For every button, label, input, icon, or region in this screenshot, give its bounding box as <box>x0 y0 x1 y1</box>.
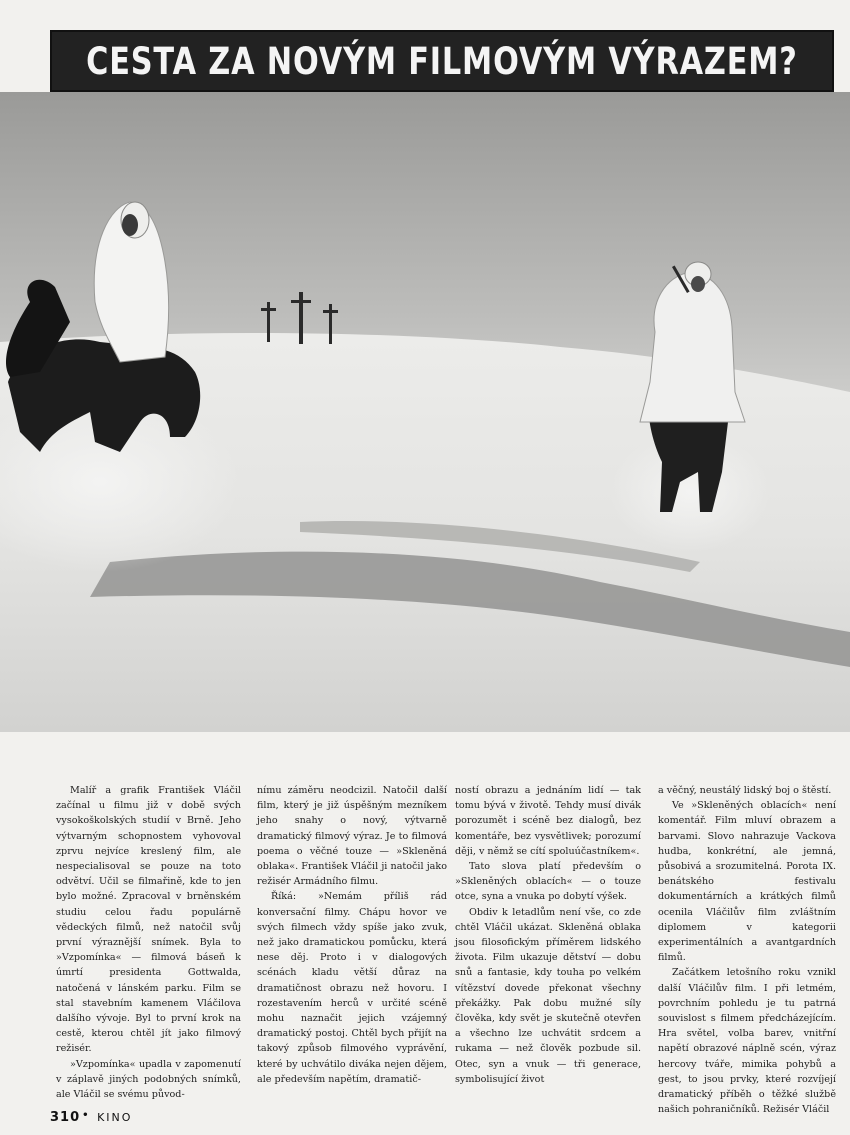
headline-text: CESTA ZA NOVÝM FILMOVÝM VÝRAZEM? <box>86 39 798 83</box>
paragraph: Obdiv k letadlům není vše, co zde chtěl Vláčil ukázat. Skleněná oblaka jsou filosofickým příměrem lidského života. Film ukazuje dětství — dobu snů a fantasie, kdy touha po velkém vítězství dovede překonat všechny překážky. Pak dobu mužné síly člověka, kdy svět je skutečně otevřen a všechno lze uchvátit srdcem a rukama — než člověk pozbude sil. Otec, syn a vnuk — tři generace, symbolisující život <box>455 906 641 1085</box>
paragraph: Tato slova platí především o »Skleněných oblacích« — o touze otce, syna a vnuka po dobytí výšek. <box>455 861 641 903</box>
article-column-1 <box>56 783 241 1108</box>
article-column-4 <box>658 783 836 1116</box>
headline-banner <box>50 30 834 92</box>
page-number: 310 <box>50 1110 81 1125</box>
paragraph: Říká: »Nemám příliš rád konversační filmy. Chápu hovor ve svých filmech vždy spíše jako zvuk, než jako dramatickou pomůcku, která nese děj. Proto i v dialogových scénách kladu větší důraz na dramatičnost obrazu než hovoru. I rozestavením herců v určité scéně mohu naznačit jejich vzájemný dramatický postoj. Chtěl bych přijít na takový způsob filmového vyprávění, které by uchvátilo diváka nejen dějem, ale především napětím, dramatič- <box>257 891 447 1085</box>
bullet-icon: • <box>82 1110 90 1121</box>
paragraph: Malíř a grafik František Vláčil začínal u filmu již v době svých vysokoškolských studií v Brně. Jeho výtvarným schopnostem vyhovoval zprvu nejvíce kreslený film, ale nespecialisoval se pouze na toto odvětví. Učil se filmařině, kde to jen bylo možné. Zpracoval v brněnském studiu celou řadu populárně vědeckých filmů, než natočil svůj první výraznější snímek. Byla to »Vzpomínka« — filmová báseň k úmrtí presidenta Gottwalda, natočená v lánském parku. Film se stal stavebním kamenem Vláčilova dalšího vývoje. Byl to první krok na cestě, kterou chtěl jít jako filmový režisér. <box>56 785 241 1055</box>
magazine-name: KINO <box>97 1111 133 1124</box>
article-column-3 <box>455 783 641 1108</box>
paragraph: a věčný, neustálý lidský boj o štěstí. <box>658 785 832 796</box>
page-footer <box>50 1110 132 1125</box>
article-column-2 <box>257 783 447 1108</box>
paragraph: »Vzpomínka« upadla v zapomenutí v záplavě jiných podobných snímků, ale Vláčil se svému původ- <box>56 1058 241 1101</box>
film-still-photo <box>0 92 850 732</box>
paragraph: Ve »Skleněných oblacích« není komentář. Film mluví obrazem a barvami. Slovo nahrazuje Vackova hudba, konkrétní, ale jemná, působivá a srozumitelná. Porota IX. benátského festivalu dokumentárních a krátkých filmů ocenila Vláčilův film zvláštním diplomem v kategorii experimentálních a avantgardních filmů. <box>658 800 836 964</box>
paragraph: Začátkem letošního roku vznikl další Vláčilův film. I při letmém, povrchním pohledu je tu patrná souvislost s filmem předcházejícím. Hra světel, volba barev, vnitřní napětí obrazové náplně scén, výraz hercovy tváře, mimika pohybů a gest, to jsou prvky, které rozvíjejí dramatický příběh o těžké službě našich pohraničníků. Režisér Vláčil <box>658 967 836 1116</box>
paragraph: nímu záměru neodcizil. Natočil další film, který je již úspěšným mezníkem jeho snahy o nový, výtvarně dramatický filmový výraz. Je to filmová poema o věčné touze — »Skleněná oblaka«. František Vláčil ji natočil jako režisér Armádního filmu. <box>257 785 447 888</box>
paragraph: ností obrazu a jednáním lidí — tak tomu bývá v životě. Tehdy musí divák porozumět i scéně bez dialogů, bez komentáře, bez vysvětlivek; porozumí ději, v němž se cítí spoluúčastníkem«. <box>455 785 641 857</box>
article-body <box>0 783 850 1116</box>
